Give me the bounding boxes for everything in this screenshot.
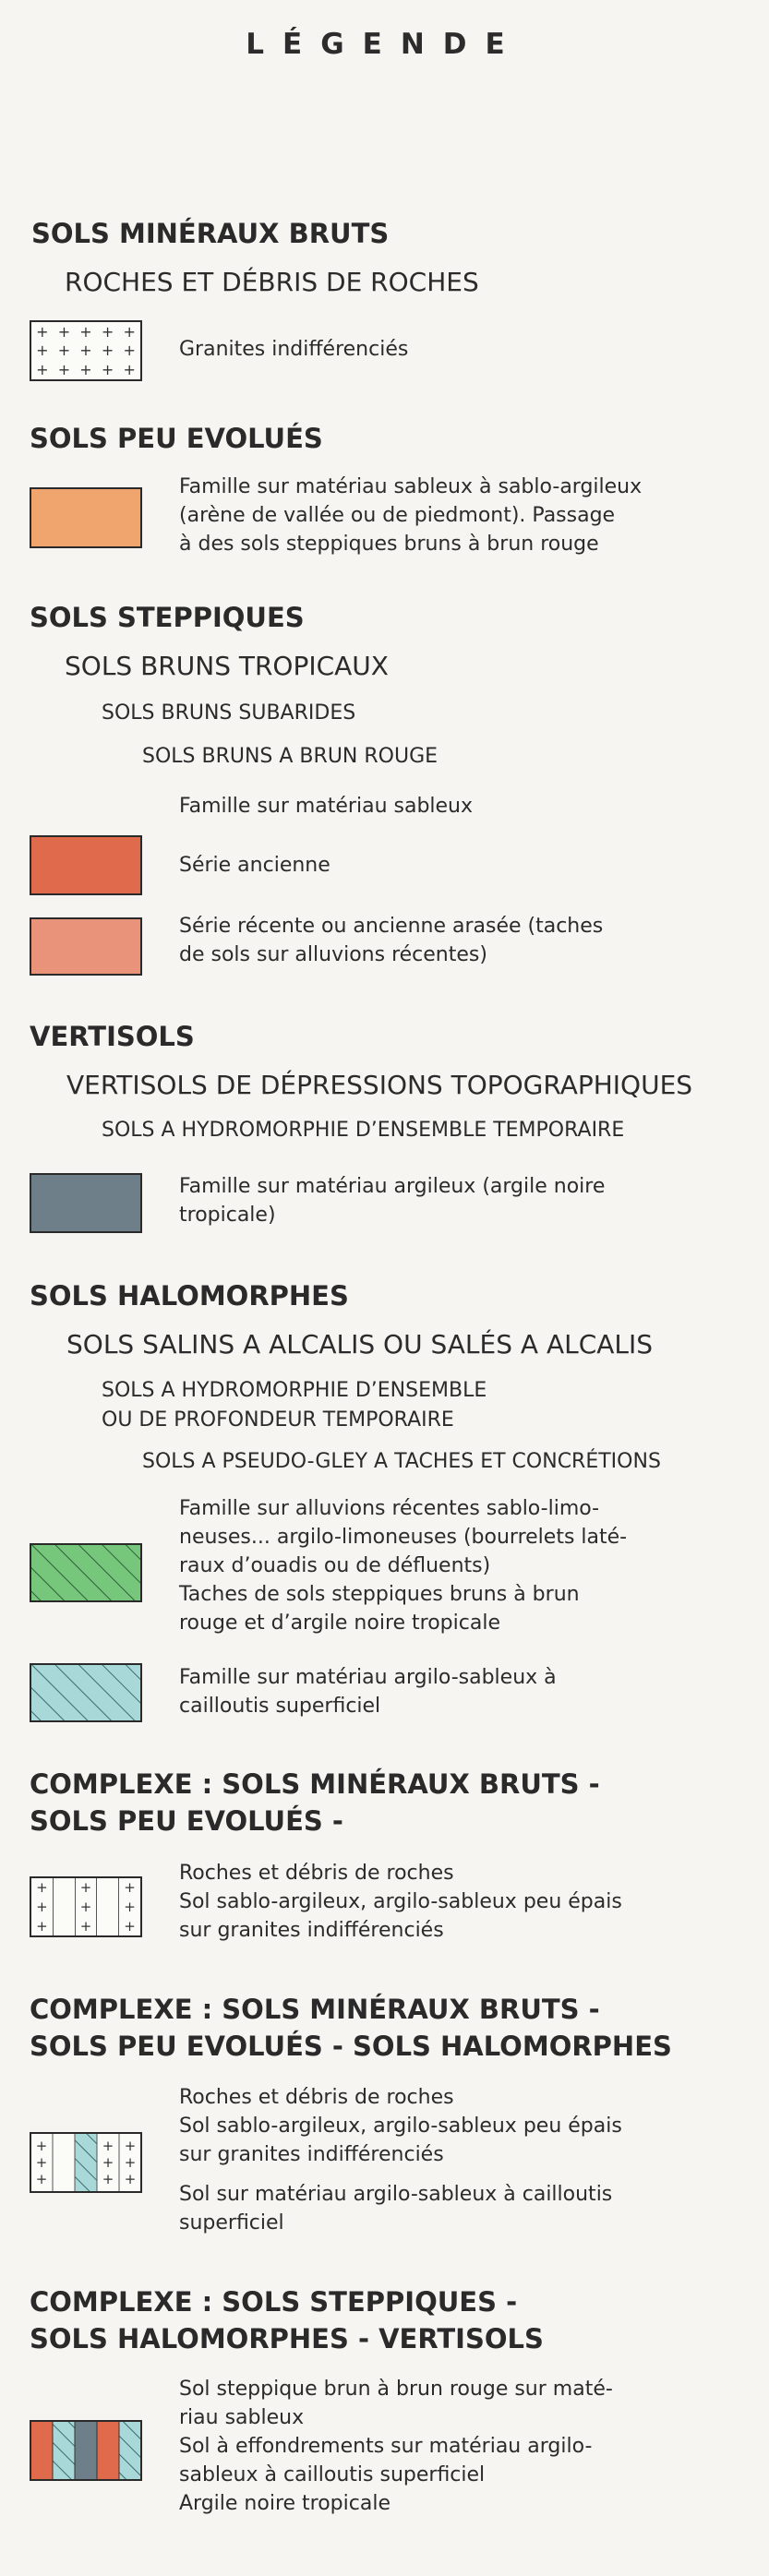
heading-complexe-2 [30, 1991, 672, 2065]
desc-line: (arène de vallée ou de piedmont). Passage [179, 504, 616, 527]
sub-sols-bruns-subarides: SOLS BRUNS SUBARIDES [102, 701, 356, 725]
desc-line: tropicale) [179, 1204, 276, 1227]
svg-text:+: + [124, 2138, 137, 2154]
desc-line: sableux à cailloutis superficiel [179, 2463, 486, 2486]
swatch-complexe-2 [30, 2132, 142, 2193]
sub-line: OU DE PROFONDEUR TEMPORAIRE [102, 1408, 454, 1432]
desc-halo-blue [179, 1663, 557, 1720]
label-serie-ancienne: Série ancienne [179, 854, 330, 877]
heading-sols-mineraux-bruts: SOLS MINÉRAUX BRUTS [31, 218, 390, 249]
desc-halo-green [179, 1494, 627, 1637]
desc-line: Sol sablo-argileux, argilo-sableux peu épais [179, 1890, 622, 1913]
desc-line: Sol sablo-argileux, argilo-sableux peu épais [179, 2115, 622, 2138]
desc-complexe-1 [179, 1859, 622, 1945]
heading-line: COMPLEXE : SOLS MINÉRAUX BRUTS - [30, 1768, 600, 1800]
desc-line: Roches et débris de roches [179, 1862, 454, 1885]
svg-text:+: + [35, 2171, 48, 2187]
swatch-serie-ancienne [30, 835, 142, 895]
heading-sols-halomorphes: SOLS HALOMORPHES [30, 1280, 349, 1312]
desc-line: de sols sur alluvions récentes) [179, 943, 487, 966]
heading-sols-peu-evolues: SOLS PEU EVOLUÉS [30, 423, 323, 454]
desc-line: Sol sur matériau argilo-sableux à cailloutis [179, 2183, 613, 2206]
sub-sols-salins: SOLS SALINS A ALCALIS OU SALÉS A ALCALIS [66, 1329, 654, 1360]
swatch-serie-recente [30, 917, 142, 976]
desc-line: Famille sur matériau sableux à sablo-argileux [179, 475, 643, 498]
legend-title: LÉGENDE [246, 28, 523, 61]
svg-text:+: + [102, 2154, 114, 2171]
sub-roches-debris: ROCHES ET DÉBRIS DE ROCHES [65, 267, 479, 297]
desc-line: Famille sur matériau argilo-sableux à [179, 1666, 557, 1689]
desc-line: cailloutis superficiel [179, 1695, 381, 1718]
desc-line: superficiel [179, 2211, 284, 2235]
swatch-halo-blue [30, 1663, 142, 1722]
heading-line: COMPLEXE : SOLS STEPPIQUES - [30, 2286, 518, 2318]
sub-sols-bruns-tropicaux: SOLS BRUNS TROPICAUX [65, 651, 389, 681]
desc-line: Sol à effondrements sur matériau argilo- [179, 2435, 593, 2458]
desc-line: sur granites indifférenciés [179, 1919, 444, 1942]
svg-text:+: + [35, 2138, 48, 2154]
desc-line: riau sableux [179, 2406, 305, 2429]
svg-text:+: + [102, 2171, 114, 2187]
sub-hydromorphie-temporaire: SOLS A HYDROMORPHIE D’ENSEMBLE TEMPORAIRE [102, 1119, 625, 1142]
swatch-halo-green [30, 1543, 142, 1602]
sub-hydromorphie-ensemble [102, 1376, 487, 1435]
desc-complexe-3 [179, 2375, 613, 2518]
swatch-complexe-3 [30, 2420, 142, 2481]
label-granites: Granites indifférenciés [179, 338, 409, 361]
heading-line: SOLS PEU EVOLUÉS - [30, 1805, 343, 1837]
svg-text:+: + [124, 2171, 137, 2187]
desc-peu-evolue [179, 473, 642, 558]
desc-complexe-2 [179, 2083, 622, 2237]
desc-line: Taches de sols steppiques bruns à brun [179, 1583, 580, 1606]
desc-line: neuses... argilo-limoneuses (bourrelets laté- [179, 1526, 628, 1549]
heading-line: SOLS HALOMORPHES - VERTISOLS [30, 2323, 544, 2354]
desc-line: Sol steppique brun à brun rouge sur maté- [179, 2378, 613, 2401]
swatch-vertisol [30, 1173, 142, 1233]
desc-line: Famille sur matériau argileux (argile noire [179, 1175, 606, 1198]
svg-text:+: + [124, 2154, 137, 2171]
desc-serie-recente [179, 912, 603, 969]
desc-line: Famille sur alluvions récentes sablo-limo- [179, 1497, 600, 1520]
desc-line: Roches et débris de roches [179, 2086, 454, 2109]
desc-line: rouge et d’argile noire tropicale [179, 1611, 500, 1635]
heading-complexe-1 [30, 1766, 600, 1839]
swatch-peu-evolue [30, 487, 142, 548]
desc-line: Série récente ou ancienne arasée (taches [179, 915, 604, 938]
swatch-complexe-1: + + + + + + + + + [30, 1876, 142, 1937]
svg-text:+: + [35, 2154, 48, 2171]
swatch-granites: + + + + + + + + + + + + + + + [30, 320, 142, 381]
desc-line: sur granites indifférenciés [179, 2143, 444, 2166]
heading-vertisols: VERTISOLS [30, 1021, 195, 1052]
svg-text:+: + [102, 2138, 114, 2154]
sub-sols-bruns-brun-rouge: SOLS BRUNS A BRUN ROUGE [142, 745, 439, 768]
heading-sols-steppiques: SOLS STEPPIQUES [30, 602, 305, 633]
heading-line: SOLS PEU EVOLUÉS - SOLS HALOMORPHES [30, 2031, 672, 2062]
desc-line: à des sols steppiques bruns à brun rouge [179, 533, 599, 556]
heading-line: COMPLEXE : SOLS MINÉRAUX BRUTS - [30, 1994, 600, 2025]
desc-line: Argile noire tropicale [179, 2492, 391, 2515]
label-famille-sableux: Famille sur matériau sableux [179, 795, 474, 818]
desc-vertisol [179, 1172, 605, 1229]
heading-complexe-3 [30, 2283, 544, 2357]
sub-pseudo-gley: SOLS A PSEUDO-GLEY A TACHES ET CONCRÉTIONS [142, 1450, 661, 1473]
sub-vertisols-depressions: VERTISOLS DE DÉPRESSIONS TOPOGRAPHIQUES [66, 1070, 693, 1100]
desc-line: raux d’ouadis ou de défluents) [179, 1554, 491, 1577]
sub-line: SOLS A HYDROMORPHIE D’ENSEMBLE [102, 1379, 487, 1402]
